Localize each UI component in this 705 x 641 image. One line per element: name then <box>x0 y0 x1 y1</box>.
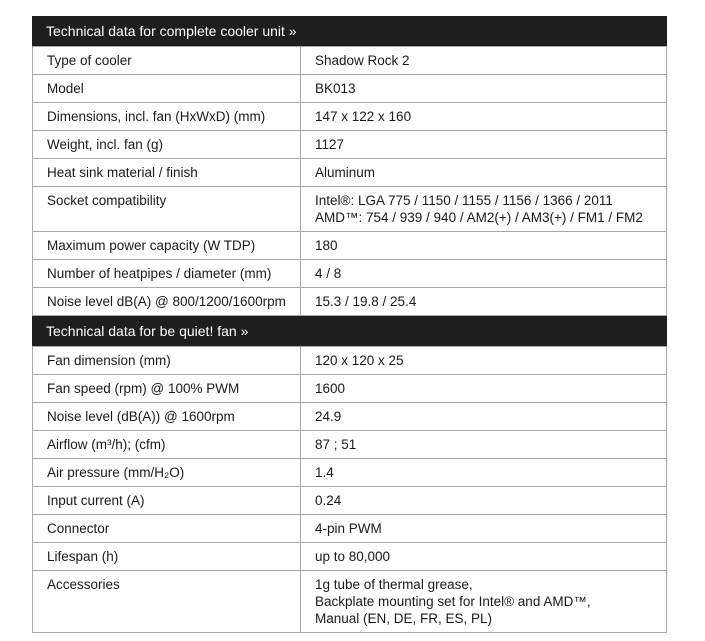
spec-label: Accessories <box>33 571 301 633</box>
spec-value <box>301 288 667 316</box>
spec-value <box>301 159 667 187</box>
table-row <box>33 103 667 131</box>
spec-value-line: 4-pin PWM <box>315 521 382 536</box>
spec-value <box>301 459 667 487</box>
spec-label: Fan dimension (mm) <box>33 347 301 375</box>
spec-value <box>301 487 667 515</box>
spec-value-line: 120 x 120 x 25 <box>315 353 404 368</box>
spec-value <box>301 47 667 75</box>
spec-value <box>301 403 667 431</box>
table-row <box>33 131 667 159</box>
spec-label: Dimensions, incl. fan (HxWxD) (mm) <box>33 103 301 131</box>
spec-value-line: 1600 <box>315 381 346 396</box>
table-row <box>33 487 667 515</box>
spec-label: Number of heatpipes / diameter (mm) <box>33 260 301 288</box>
table-row <box>33 47 667 75</box>
table-row <box>33 543 667 571</box>
spec-value-line: Manual (EN, DE, FR, ES, PL) <box>315 611 493 626</box>
spec-value <box>301 232 667 260</box>
spec-label: Maximum power capacity (W TDP) <box>33 232 301 260</box>
spec-label: Airflow (m³/h); (cfm) <box>33 431 301 459</box>
table-row <box>33 431 667 459</box>
spec-value-line: 15.3 / 19.8 / 25.4 <box>315 294 417 309</box>
spec-label: Air pressure (mm/H₂O) <box>33 459 301 487</box>
table-row <box>33 403 667 431</box>
spec-value-line: up to 80,000 <box>315 549 391 564</box>
spec-value-line: 180 <box>315 238 338 253</box>
spec-value-line: 87 ; 51 <box>315 437 357 452</box>
spec-value-line: 147 x 122 x 160 <box>315 109 412 124</box>
spec-value <box>301 75 667 103</box>
spec-label: Lifespan (h) <box>33 543 301 571</box>
spec-value-line: Aluminum <box>315 165 376 180</box>
spec-label: Weight, incl. fan (g) <box>33 131 301 159</box>
spec-value-line: 1127 <box>315 137 345 152</box>
spec-value-line: 4 / 8 <box>315 266 342 281</box>
table-row <box>33 159 667 187</box>
spec-label: Heat sink material / finish <box>33 159 301 187</box>
spec-value-line: Intel®: LGA 775 / 1150 / 1155 / 1156 / 1366 / 2011 <box>315 193 613 208</box>
spec-value-line: 0.24 <box>315 493 342 508</box>
spec-value <box>301 260 667 288</box>
table-row <box>33 571 667 633</box>
spec-table-cooler-unit <box>32 46 667 316</box>
spec-value <box>301 103 667 131</box>
spec-label: Input current (A) <box>33 487 301 515</box>
spec-value-line: BK013 <box>315 81 356 96</box>
table-row <box>33 347 667 375</box>
spec-label: Type of cooler <box>33 47 301 75</box>
spec-label: Noise level dB(A) @ 800/1200/1600rpm <box>33 288 301 316</box>
table-row <box>33 459 667 487</box>
spec-value-line: Backplate mounting set for Intel® and AMD™, <box>315 594 591 609</box>
table-row <box>33 515 667 543</box>
spec-value-line: 24.9 <box>315 409 342 424</box>
spec-value-line: 1g tube of thermal grease, <box>315 577 473 592</box>
spec-value <box>301 431 667 459</box>
spec-label: Noise level (dB(A)) @ 1600rpm <box>33 403 301 431</box>
spec-sheet <box>32 16 667 633</box>
table-row <box>33 260 667 288</box>
spec-value <box>301 187 667 232</box>
spec-label: Fan speed (rpm) @ 100% PWM <box>33 375 301 403</box>
spec-label: Model <box>33 75 301 103</box>
section-header-fan: Technical data for be quiet! fan » <box>32 316 667 346</box>
spec-label: Socket compatibility <box>33 187 301 232</box>
spec-value <box>301 347 667 375</box>
table-row <box>33 375 667 403</box>
spec-value <box>301 571 667 633</box>
table-row <box>33 232 667 260</box>
table-row <box>33 75 667 103</box>
spec-value-line: Shadow Rock 2 <box>315 53 410 68</box>
spec-value <box>301 131 667 159</box>
spec-value <box>301 543 667 571</box>
spec-value <box>301 515 667 543</box>
spec-value <box>301 375 667 403</box>
section-header-cooler-unit: Technical data for complete cooler unit » <box>32 16 667 46</box>
spec-value-line: 1.4 <box>315 465 334 480</box>
spec-value-line: AMD™: 754 / 939 / 940 / AM2(+) / AM3(+) / FM1 / FM2 <box>315 210 643 225</box>
spec-table-fan <box>32 346 667 633</box>
table-row <box>33 187 667 232</box>
spec-label: Connector <box>33 515 301 543</box>
table-row <box>33 288 667 316</box>
